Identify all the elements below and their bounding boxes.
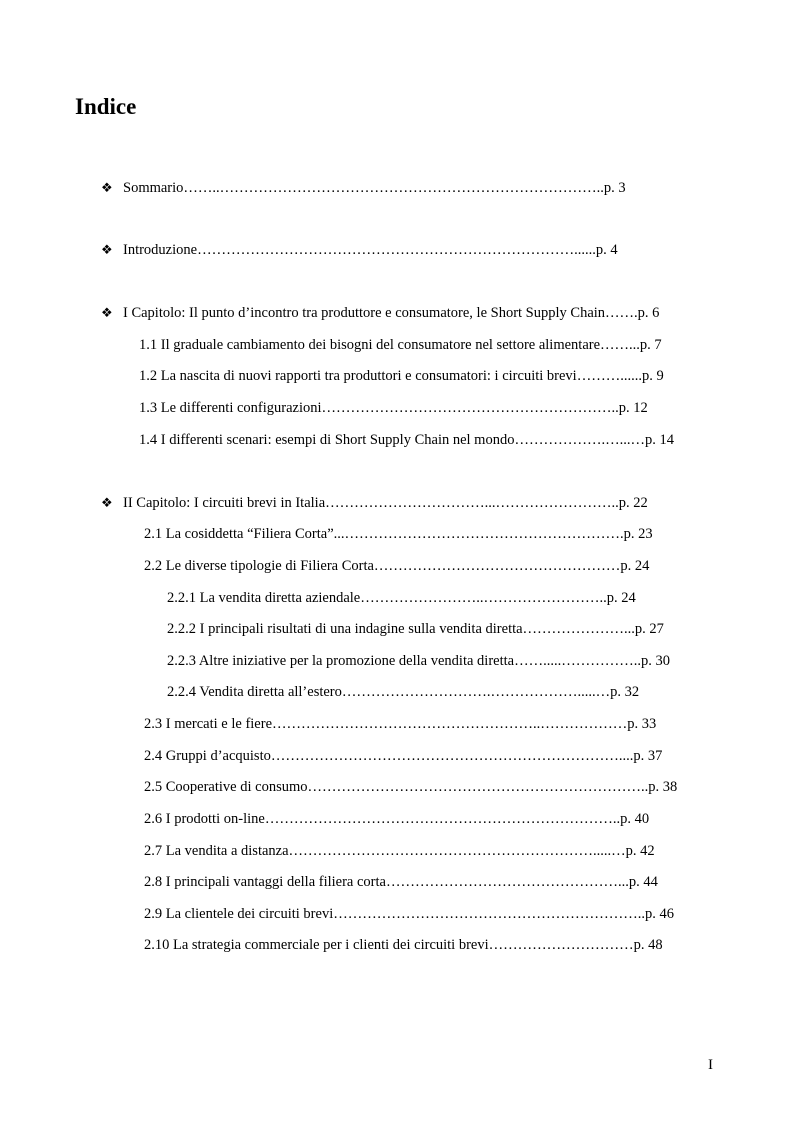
toc-entry[interactable]: Sommario……..……………………………………………………………………..p. 3 <box>123 180 626 196</box>
bullet-icon: ❖ <box>101 495 113 510</box>
toc-entry[interactable]: 2.5 Cooperative di consumo……………………………………………………………..p. 38 <box>144 779 678 795</box>
toc-entry[interactable]: 2.3 I mercati e le fiere………………………………………………..………………p. 33 <box>144 716 657 732</box>
bullet-icon: ❖ <box>101 180 113 195</box>
toc-entry[interactable]: 2.6 I prodotti on-line………………………………………………………………..p. 40 <box>144 811 650 827</box>
toc-entry[interactable]: 2.2 Le diverse tipologie di Filiera Corta……………………………………………p. 24 <box>144 558 650 574</box>
bullet-icon: ❖ <box>101 305 113 320</box>
toc-entry[interactable]: 2.2.1 La vendita diretta aziendale……………………..……………………..p. 24 <box>167 590 636 606</box>
toc-entry[interactable]: 2.2.2 I principali risultati di una indagine sulla vendita diretta…………………...p. 27 <box>167 621 664 637</box>
page-title: Indice <box>75 94 137 119</box>
toc-entry[interactable]: 2.2.3 Altre iniziative per la promozione della vendita diretta…….....……………..p. 30 <box>167 653 670 669</box>
toc-entry[interactable]: 1.2 La nascita di nuovi rapporti tra produttori e consumatori: i circuiti brevi………......p. 9 <box>139 368 664 384</box>
toc-entry[interactable]: 2.10 La strategia commerciale per i clienti dei circuiti brevi…………………………p. 48 <box>144 937 663 953</box>
bullet-icon: ❖ <box>101 242 113 257</box>
toc-entry[interactable]: 1.1 Il graduale cambiamento dei bisogni del consumatore nel settore alimentare……...p. 7 <box>139 337 662 353</box>
toc-entry[interactable]: 2.2.4 Vendita diretta all’estero………………………….……………….....…p. 32 <box>167 684 640 700</box>
toc-entry[interactable]: 2.1 La cosiddetta “Filiera Corta”...………………………………………………….p. 23 <box>144 526 653 542</box>
toc-entry[interactable]: 2.7 La vendita a distanza……………………………………………………….....…p. 42 <box>144 843 655 859</box>
toc-entry[interactable]: 2.8 I principali vantaggi della filiera corta…………………………………………...p. 44 <box>144 874 658 890</box>
toc-entry[interactable]: 2.4 Gruppi d’acquisto………………………………………………………………....p. 37 <box>144 748 663 764</box>
toc-entry[interactable]: 2.9 La clientele dei circuiti brevi………………………………………………………..p. 46 <box>144 906 674 922</box>
page-number: I <box>708 1057 713 1073</box>
toc-entry[interactable]: 1.4 I differenti scenari: esempi di Short Supply Chain nel mondo……………….…...…p. 14 <box>139 432 674 448</box>
toc-entry[interactable]: II Capitolo: I circuiti brevi in Italia……………………………...……………………..p. 22 <box>123 495 648 511</box>
toc-entry[interactable]: Introduzione……………………………………………………………………......p. 4 <box>123 242 618 258</box>
toc-entry[interactable]: 1.3 Le differenti configurazioni……………………………………………………..p. 12 <box>139 400 648 416</box>
toc-entry[interactable]: I Capitolo: Il punto d’incontro tra produttore e consumatore, le Short Supply Chain…….p. 6 <box>123 305 660 321</box>
